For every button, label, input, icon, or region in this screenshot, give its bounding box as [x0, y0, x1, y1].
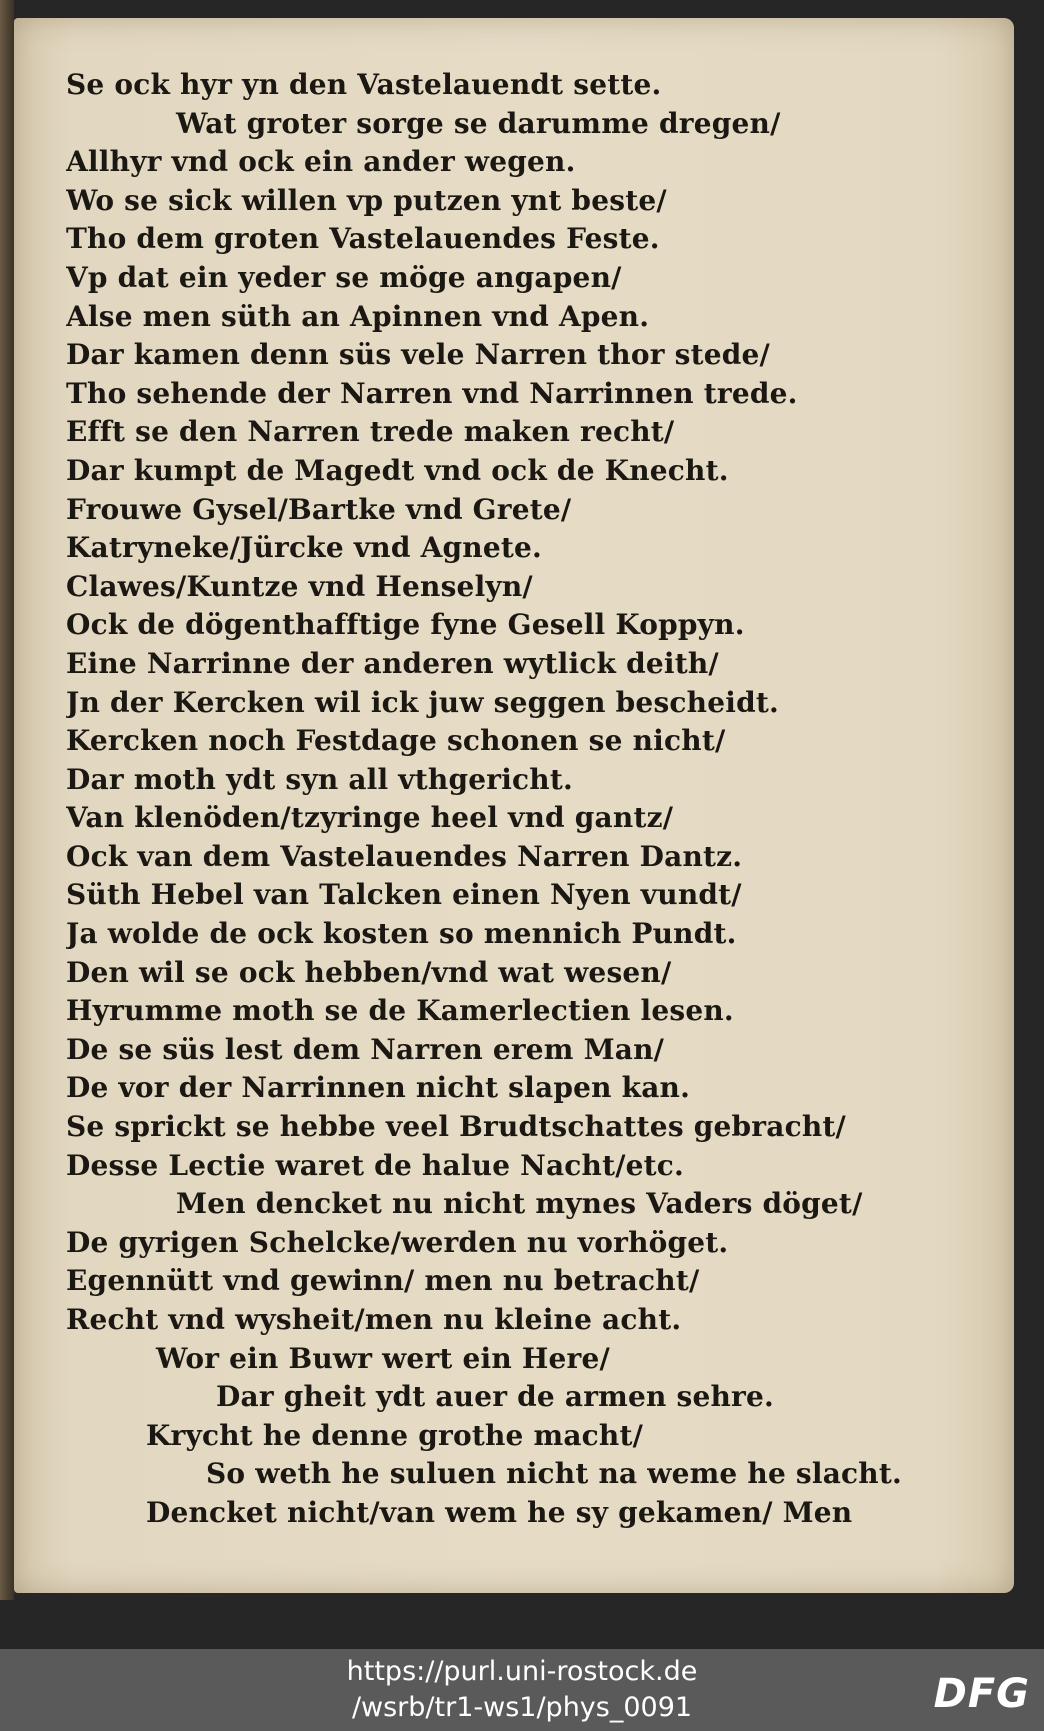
scanned-page: [14, 18, 1014, 1593]
text-line: Efft se den Narren trede maken recht/: [66, 415, 675, 449]
book-spine: [0, 0, 14, 1600]
text-line: Jn der Kercken wil ick juw seggen bescheidt.: [66, 685, 779, 719]
text-line: Ock van dem Vastelauendes Narren Dantz.: [66, 839, 743, 873]
text-line: Dencket nicht/van wem he sy gekamen/ Men: [146, 1495, 853, 1529]
text-line: De se süs lest dem Narren erem Man/: [66, 1032, 665, 1066]
text-line: De vor der Narrinnen nicht slapen kan.: [66, 1071, 691, 1105]
text-line: Allhyr vnd ock ein ander wegen.: [66, 145, 576, 179]
text-line: Eine Narrinne der anderen wytlick deith/: [66, 646, 719, 680]
text-line: Dar kumpt de Magedt vnd ock de Knecht.: [66, 453, 729, 487]
text-line: Desse Lectie waret de halue Nacht/etc.: [66, 1148, 685, 1182]
text-line: Tho sehende der Narren vnd Narrinnen trede.: [66, 376, 798, 410]
url-line-2[interactable]: /wsrb/tr1-ws1/phys_0091: [351, 1692, 693, 1723]
text-line: Süth Hebel van Talcken einen Nyen vundt/: [66, 878, 742, 912]
text-line: Se sprickt se hebbe veel Brudtschattes gebracht/: [66, 1110, 846, 1144]
text-line: Men dencket nu nicht mynes Vaders döget/: [176, 1187, 863, 1221]
text-line: So weth he suluen nicht na weme he slacht.: [206, 1457, 902, 1491]
text-line: Frouwe Gysel/Bartke vnd Grete/: [66, 492, 572, 526]
text-line: Ock de dögenthafftige fyne Gesell Koppyn.: [66, 608, 745, 642]
verse-text: [66, 66, 996, 1533]
text-line: Vp dat ein yeder se möge angapen/: [66, 260, 622, 294]
text-line: Wor ein Buwr wert ein Here/: [156, 1341, 610, 1375]
text-line: Clawes/Kuntze vnd Henselyn/: [66, 569, 533, 603]
text-line: Tho dem groten Vastelauendes Feste.: [66, 222, 660, 256]
text-line: Wat groter sorge se darumme dregen/: [176, 106, 781, 140]
url-line-1[interactable]: https://purl.uni-rostock.de: [346, 1656, 698, 1687]
text-line: Alse men süth an Apinnen vnd Apen.: [66, 299, 650, 333]
text-line: Hyrumme moth se de Kamerlectien lesen.: [66, 994, 734, 1028]
text-line: Ja wolde de ock kosten so mennich Pundt.: [66, 917, 737, 951]
text-line: Dar gheit ydt auer de armen sehre.: [216, 1380, 774, 1414]
text-line: Katryneke/Jürcke vnd Agnete.: [66, 531, 542, 565]
text-line: Van klenöden/tzyringe heel vnd gantz/: [66, 801, 674, 835]
text-line: De gyrigen Schelcke/werden nu vorhöget.: [66, 1225, 729, 1259]
text-line: Wo se sick willen vp putzen ynt beste/: [66, 183, 667, 217]
text-line: Recht vnd wysheit/men nu kleine acht.: [66, 1303, 682, 1336]
text-line: Krycht he denne grothe macht/: [146, 1418, 644, 1452]
text-line: Dar moth ydt syn all vthgericht.: [66, 762, 573, 796]
text-line: Egennütt vnd gewinn/ men nu betracht/: [66, 1264, 700, 1298]
text-line: Dar kamen denn süs vele Narren thor stede/: [66, 338, 770, 372]
footer-bar: [0, 1649, 1044, 1731]
text-line: Kercken noch Festdage schonen se nicht/: [66, 724, 726, 758]
dfg-logo: DFG: [933, 1671, 1030, 1717]
text-line: Den wil se ock hebben/vnd wat wesen/: [66, 955, 672, 989]
text-line: Se ock hyr yn den Vastelauendt sette.: [66, 68, 662, 101]
